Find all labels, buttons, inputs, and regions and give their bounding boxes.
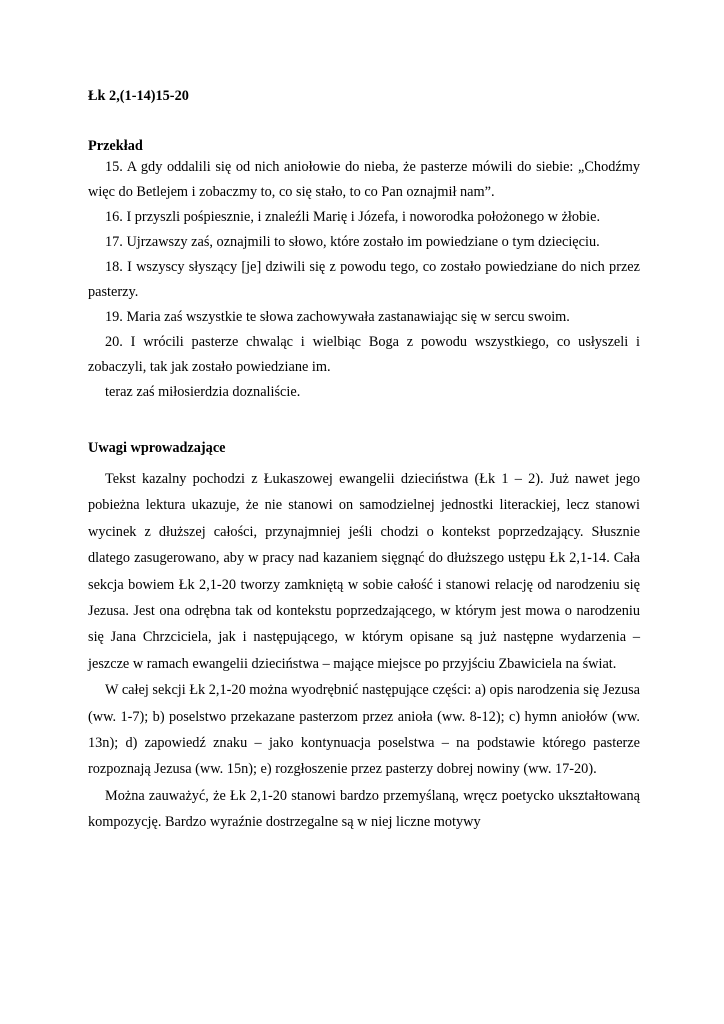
translation-heading: Przekład xyxy=(88,138,143,154)
intro-paragraph-2: W całej sekcji Łk 2,1-20 można wyodrębnić następujące części: a) opis narodzenia się Jezusa (ww. 1-7); b) poselstwo przekazane pasterzom przez anioła (ww. 8-12); c) hymn aniołów (ww. 13n); d) zapowiedź znaku – jako kontynuacja poselstwa – na podstawie którego pasterze rozpoznają Jezusa (ww. 15n); e) rozgłoszenie przez pasterzy dobrej nowiny (ww. 17-20). xyxy=(88,682,640,778)
verse-19: 19. Maria zaś wszystkie te słowa zachowywała zastanawiając się w sercu swoim. xyxy=(105,309,570,325)
intro-paragraph-1: Tekst kazalny pochodzi z Łukaszowej ewangelii dzieciństwa (Łk 1 – 2). Już nawet jego pobieżna lektura ukazuje, że nie stanowi on samodzielnej jednostki literackiej, lecz stanowi wycinek z dłuższej całości, przynajmniej jeśli chodzi o kontekst poprzedzający. Słusznie dlatego zasugerowano, aby w pracy nad kazaniem sięgnąć do dłuższego ustępu Łk 2,1-14. Cała sekcja bowiem Łk 2,1-20 tworzy zamkniętą w sobie całość i stanowi relację od narodzeniu się Jezusa. Jest ona odrębna tak od kontekstu poprzedzającego, w którym jest mowa o narodzeniu się Jana Chrzciciela, jak i następującego, w którym opisane są już następne wydarzenia – jeszcze w ramach ewangelii dzieciństwa – mające miejsce po przyjściu Zbawiciela na świat. xyxy=(88,471,640,672)
intro-paragraph-3: Można zauważyć, że Łk 2,1-20 stanowi bardzo przemyślaną, wręcz poetycko ukształtowaną kompozycję. Bardzo wyraźnie dostrzegalne są w niej liczne motywy xyxy=(88,787,640,831)
document-title: Łk 2,(1-14)15-20 xyxy=(88,88,189,104)
introduction-heading: Uwagi wprowadzające xyxy=(88,440,226,456)
verse-15: 15. A gdy oddalili się od nich aniołowie do nieba, że pasterze mówili do siebie: „Chodźmy więc do Betlejem i zobaczmy to, co się stało, to co Pan oznajmił nam”. xyxy=(88,159,640,200)
verse-20: 20. I wrócili pasterze chwaląc i wielbiąc Boga z powodu wszystkiego, co usłyszeli i zobaczyli, tak jak zostało powiedziane im. xyxy=(88,334,640,375)
translation-trailing-line: teraz zaś miłosierdzia doznaliście. xyxy=(105,384,301,400)
verse-16: 16. I przyszli pośpiesznie, i znaleźli Marię i Józefa, i noworodka położonego w żłobie. xyxy=(105,209,601,225)
verse-18: 18. I wszyscy słyszący [je] dziwili się z powodu tego, co zostało powiedziane do nich przez pasterzy. xyxy=(88,259,640,300)
introduction-section xyxy=(88,466,640,836)
verse-17: 17. Ujrzawszy zaś, oznajmili to słowo, które zostało im powiedziane o tym dziecięciu. xyxy=(105,234,600,250)
translation-section xyxy=(88,155,640,405)
